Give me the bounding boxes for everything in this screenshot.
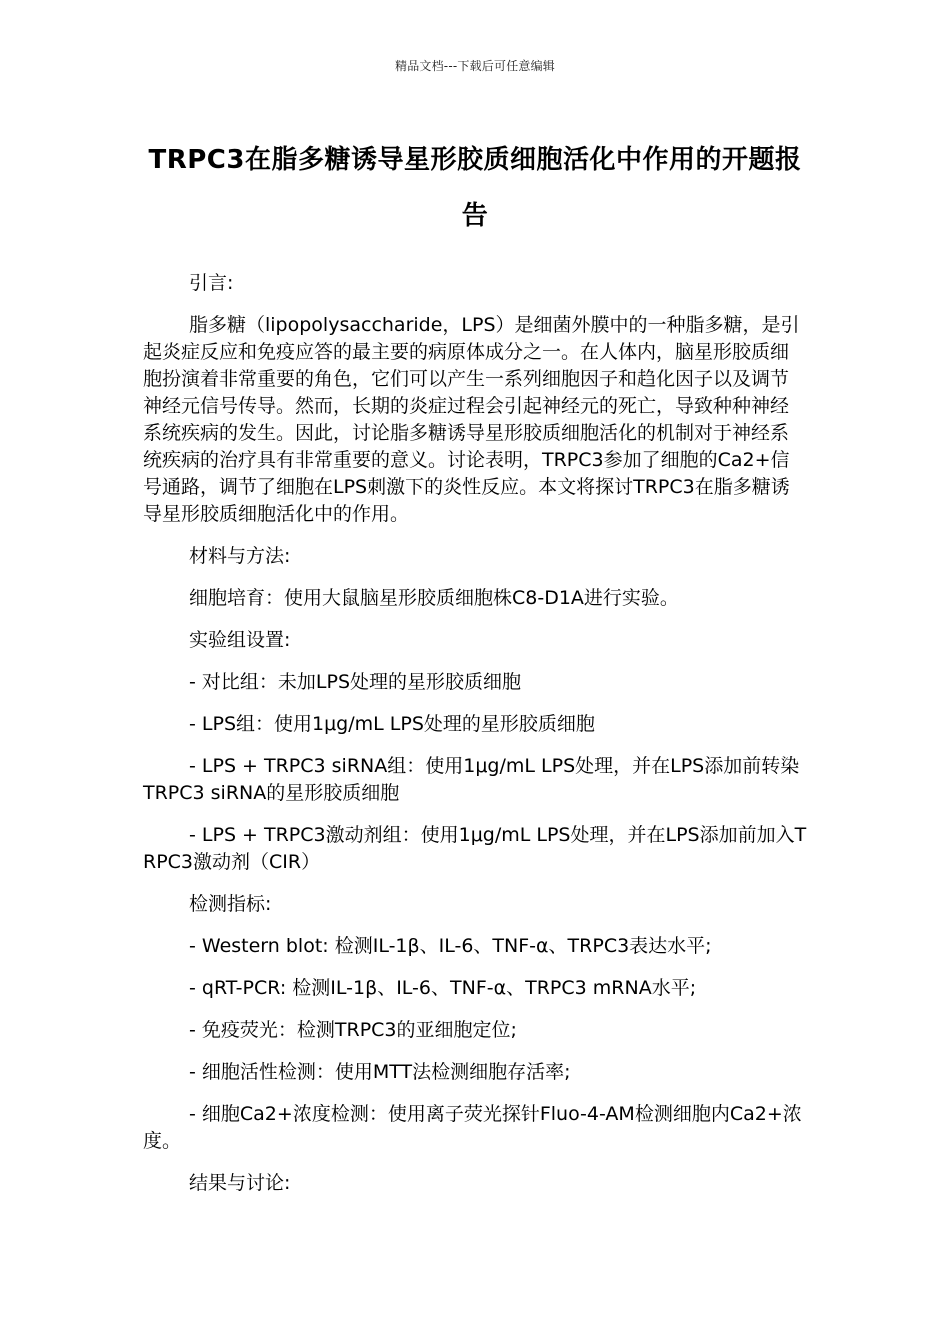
intro-heading: 引言:: [189, 272, 234, 294]
document-body: [143, 270, 807, 1212]
indicators-heading: 检测指标:: [189, 893, 272, 915]
methods-heading: 材料与方法:: [189, 545, 291, 567]
indicator-item-calcium: - 细胞Ca2+浓度检测：使用离子荧光探针Fluo-4-AM检测细胞内Ca2+浓度。: [143, 1103, 802, 1152]
results-heading: 结果与讨论:: [189, 1172, 291, 1194]
group-item-lps-sirna: - LPS + TRPC3 siRNA组：使用1μg/mL LPS处理，并在LPS添加前转染TRPC3 siRNA的星形胶质细胞: [143, 755, 800, 804]
page-header: 精品文档---下载后可任意编辑: [395, 59, 555, 73]
groups-heading: 实验组设置:: [189, 629, 291, 651]
group-item-lps-agonist: - LPS + TRPC3激动剂组：使用1μg/mL LPS处理，并在LPS添加前加入TRPC3激动剂（CIR）: [143, 824, 807, 873]
group-item-control: - 对比组：未加LPS处理的星形胶质细胞: [189, 671, 521, 693]
indicator-item-qrt-pcr: - qRT-PCR: 检测IL-1β、IL-6、TNF-α、TRPC3 mRNA水平;: [189, 977, 697, 999]
indicator-item-western-blot: - Western blot: 检测IL-1β、IL-6、TNF-α、TRPC3表达水平;: [189, 935, 712, 957]
indicator-item-viability: - 细胞活性检测：使用MTT法检测细胞存活率;: [189, 1061, 571, 1083]
cell-culture-paragraph: 细胞培育：使用大鼠脑星形胶质细胞株C8-D1A进行实验。: [189, 587, 679, 609]
intro-paragraph: 脂多糖（lipopolysaccharide，LPS）是细菌外膜中的一种脂多糖，是引起炎症反应和免疫应答的最主要的病原体成分之一。在人体内，脑星形胶质细胞扮演着非常重要的角色，它们可以产生一系列细胞因子和趋化因子以及调节神经元信号传导。然而，长期的炎症过程会引起神经元的死亡，导致种种神经系统疾病的发生。因此，讨论脂多糖诱导星形胶质细胞活化的机制对于神经系统疾病的治疗具有非常重要的意义。讨论表明，TRPC3参加了细胞的Ca2+信号通路，调节了细胞在LPS刺激下的炎性反应。本文将探讨TRPC3在脂多糖诱导星形胶质细胞活化中的作用。: [143, 314, 800, 525]
indicator-item-immunofluorescence: - 免疫荧光：检测TRPC3的亚细胞定位;: [189, 1019, 517, 1041]
document-title: TRPC3在脂多糖诱导星形胶质细胞活化中作用的开题报告: [148, 145, 802, 231]
group-item-lps: - LPS组：使用1μg/mL LPS处理的星形胶质细胞: [189, 713, 595, 735]
